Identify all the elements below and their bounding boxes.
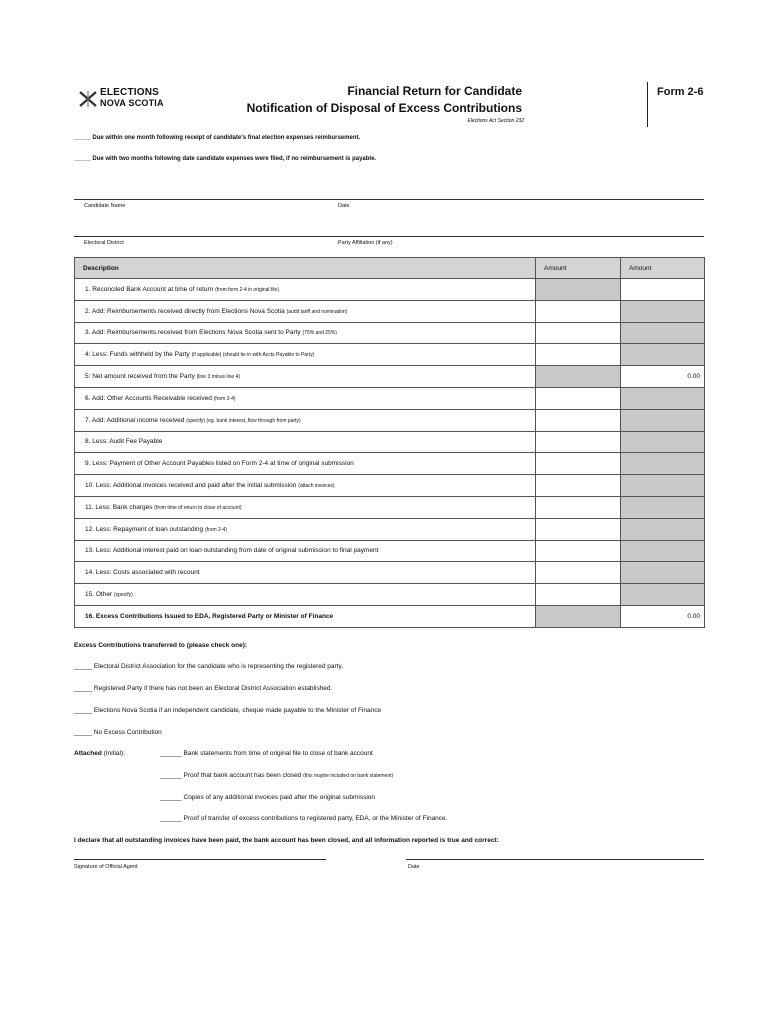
amount-cell-1[interactable] — [536, 409, 621, 431]
row-description-note: (attach invoices) — [298, 483, 335, 490]
row-description-text: 6. Add: Other Accounts Receivable received — [85, 394, 212, 402]
amount-cell-2[interactable] — [621, 300, 705, 322]
amount-cell-2[interactable]: 0.00 — [621, 605, 705, 627]
amount-cell-1[interactable] — [536, 279, 621, 301]
row-description — [75, 540, 536, 562]
table-row — [75, 584, 705, 606]
amount-cell-1[interactable] — [536, 453, 621, 475]
row-description-text: 12. Less: Repayment of loan outstanding — [85, 525, 204, 533]
signature-label: Signature of Official Agent — [74, 864, 138, 870]
attached-item-2-text: ______ Proof that bank account has been closed — [160, 772, 302, 779]
table-row — [75, 475, 705, 497]
description-header: Description — [75, 258, 536, 279]
row-description — [75, 605, 536, 627]
transfer-option-party[interactable]: _____ Registered Party if there has not been an Electoral District Association established. — [74, 685, 333, 692]
row-description — [75, 496, 536, 518]
amount-cell-1[interactable] — [536, 475, 621, 497]
row-description-note: (if applicable) (should tie in with Accts Payable to Party) — [191, 352, 315, 359]
candidate-line[interactable] — [74, 199, 704, 200]
table-row — [75, 387, 705, 409]
row-description-text: 10. Less: Additional invoices received and paid after the initial submission — [85, 482, 297, 490]
attached-label — [74, 750, 125, 757]
row-description-text: 8. Less: Audit Fee Payable — [85, 438, 163, 446]
amount-cell-2[interactable]: 0.00 — [621, 366, 705, 388]
transfer-option-none[interactable]: _____ No Excess Contribution — [74, 729, 162, 736]
row-description — [75, 322, 536, 344]
amount-cell-2[interactable] — [621, 431, 705, 453]
amount-cell-1[interactable] — [536, 322, 621, 344]
row-description — [75, 300, 536, 322]
row-description-note: (line 3 minus line 4) — [196, 374, 240, 381]
table-row — [75, 409, 705, 431]
amount-cell-1[interactable] — [536, 431, 621, 453]
party-affiliation-label: Party Affiliation (if any) — [338, 240, 393, 246]
act-reference: Elections Act Section 232 — [467, 118, 524, 124]
row-description-text: 4: Less: Funds withheld by the Party — [85, 351, 190, 359]
row-description-text: 1. Reconciled Bank Account at time of return — [85, 285, 214, 293]
logo-mark-icon — [78, 89, 98, 109]
amount-cell-2[interactable] — [621, 279, 705, 301]
candidate-name-label: Candidate Name — [84, 203, 126, 209]
attached-item-3-text: ______ Copies of any additional invoices paid after the original submission — [160, 794, 375, 801]
row-description-note: (specify) : — [113, 592, 136, 599]
header-divider — [647, 82, 648, 127]
amount-cell-2[interactable] — [621, 409, 705, 431]
table-row — [75, 562, 705, 584]
amount-cell-1[interactable] — [536, 584, 621, 606]
signature-date-line[interactable] — [406, 859, 704, 860]
table-row — [75, 322, 705, 344]
row-description-text: 14. Less: Costs associated with recount — [85, 569, 200, 577]
row-description-note: (from 2-4) — [204, 526, 227, 533]
due-line-2[interactable]: _____ Due with two months following date candidate expenses were filed, if no reimbursement is payable. — [74, 156, 377, 162]
form-number: Form 2-6 — [657, 86, 704, 98]
row-description-text: 3. Add: Reimbursements received from Elections Nova Scotia sent to Party — [85, 329, 301, 337]
attached-label-text: Attached — [74, 750, 102, 757]
amount-cell-2[interactable] — [621, 344, 705, 366]
row-description-note: (from form 2-4 in original file) — [215, 286, 279, 293]
table-row — [75, 605, 705, 627]
amount-cell-2[interactable] — [621, 518, 705, 540]
amount-cell-2[interactable] — [621, 540, 705, 562]
amount-cell-2[interactable] — [621, 387, 705, 409]
row-description — [75, 409, 536, 431]
amount-cell-1[interactable] — [536, 562, 621, 584]
attached-item-1[interactable] — [160, 750, 373, 757]
amount-cell-2[interactable] — [621, 584, 705, 606]
row-description — [75, 387, 536, 409]
amount-cell-2[interactable] — [621, 453, 705, 475]
row-description — [75, 475, 536, 497]
table-row — [75, 540, 705, 562]
row-description-text: 5: Net amount received from the Party — [85, 373, 195, 381]
signature-date-label: Date — [408, 864, 420, 870]
table-row — [75, 431, 705, 453]
table-row — [75, 300, 705, 322]
row-description — [75, 344, 536, 366]
row-description-note: (from 2-4) — [213, 395, 236, 402]
attached-item-2[interactable] — [160, 772, 393, 779]
row-description — [75, 584, 536, 606]
logo-line1: ELECTIONS — [100, 87, 160, 98]
transfer-option-ens[interactable]: _____ Elections Nova Scotia if an independent candidate, cheque made payable to the Minister of Finance — [74, 707, 382, 714]
amount-header-1: Amount — [536, 258, 621, 279]
amount-cell-2[interactable] — [621, 562, 705, 584]
row-description-text: 2. Add: Reimbursements received directly from Elections Nova Scotia — [85, 307, 285, 315]
table-row — [75, 496, 705, 518]
amount-cell-1[interactable] — [536, 518, 621, 540]
electoral-district-label: Electoral District — [84, 240, 124, 246]
transfer-heading: Excess Contributions transferred to (please check one): — [74, 642, 248, 649]
row-description-text: 9. Less: Payment of Other Account Payables listed on Form 2-4 at time of original submission — [85, 460, 354, 468]
attached-item-4[interactable] — [160, 815, 447, 822]
row-description-text: 7. Add: Additional income received — [85, 416, 185, 424]
row-description-note: (75% and 25%) — [302, 330, 337, 337]
table-row — [75, 366, 705, 388]
transfer-option-eda[interactable]: _____ Electoral District Association for the candidate who is representing the registered party. — [74, 663, 344, 670]
logo-line2: NOVA SCOTIA — [100, 98, 164, 108]
amount-cell-1[interactable] — [536, 344, 621, 366]
row-description-note: (from time of return to close of account) — [154, 504, 242, 511]
form-title: Financial Return for Candidate — [347, 84, 522, 98]
row-description-text: 11. Less: Bank charges — [85, 503, 153, 511]
amount-cell-1[interactable] — [536, 366, 621, 388]
row-description-note: (audit tariff and nomination) — [286, 308, 348, 315]
amount-cell-1[interactable] — [536, 540, 621, 562]
amount-cell-2[interactable] — [621, 322, 705, 344]
district-line[interactable] — [74, 236, 704, 237]
row-description — [75, 453, 536, 475]
attached-item-1-text: ______ Bank statements from time of original file to close of bank account — [160, 750, 373, 757]
row-description — [75, 518, 536, 540]
attached-item-4-text: ______ Proof of transfer of excess contributions to registered party, EDA, or the Minister of Finance. — [160, 815, 448, 822]
row-description — [75, 562, 536, 584]
row-description — [75, 366, 536, 388]
row-description-text: 15. Other — [85, 591, 113, 599]
due-line-1[interactable]: _____ Due within one month following receipt of candidate's final election expenses reimbursement. — [74, 135, 361, 141]
amount-cell-1[interactable] — [536, 496, 621, 518]
signature-line[interactable] — [74, 859, 326, 860]
row-description-text: 13. Less: Additional interest paid on loan outstanding from date of original submission to final payment — [85, 547, 379, 555]
attached-item-3[interactable] — [160, 794, 375, 801]
date-label: Date — [338, 203, 350, 209]
amount-cell-1[interactable] — [536, 605, 621, 627]
amount-cell-1[interactable] — [536, 387, 621, 409]
row-description-note: (specify) (eg. bank interest, flow through from party) — [186, 417, 301, 424]
elections-nova-scotia-logo — [78, 88, 168, 112]
form-subtitle: Notification of Disposal of Excess Contributions — [246, 101, 522, 115]
declaration-text: I declare that all outstanding invoices have been paid, the bank account has been closed, and all information reported is true and correct: — [74, 837, 499, 844]
row-description — [75, 431, 536, 453]
amount-cell-2[interactable] — [621, 496, 705, 518]
table-row — [75, 518, 705, 540]
reconciliation-table — [74, 257, 705, 628]
row-description — [75, 279, 536, 301]
amount-header-2: Amount — [621, 258, 705, 279]
attached-initial-text: (Initial): — [103, 750, 125, 757]
row-description-text: 16. Excess Contributions Issued to EDA, Registered Party or Minister of Finance — [85, 612, 334, 620]
amount-cell-1[interactable] — [536, 300, 621, 322]
attached-item-2-sub: (this maybe included on bank statement) — [303, 773, 394, 779]
table-row — [75, 279, 705, 301]
amount-cell-2[interactable] — [621, 475, 705, 497]
table-row — [75, 344, 705, 366]
table-row — [75, 453, 705, 475]
